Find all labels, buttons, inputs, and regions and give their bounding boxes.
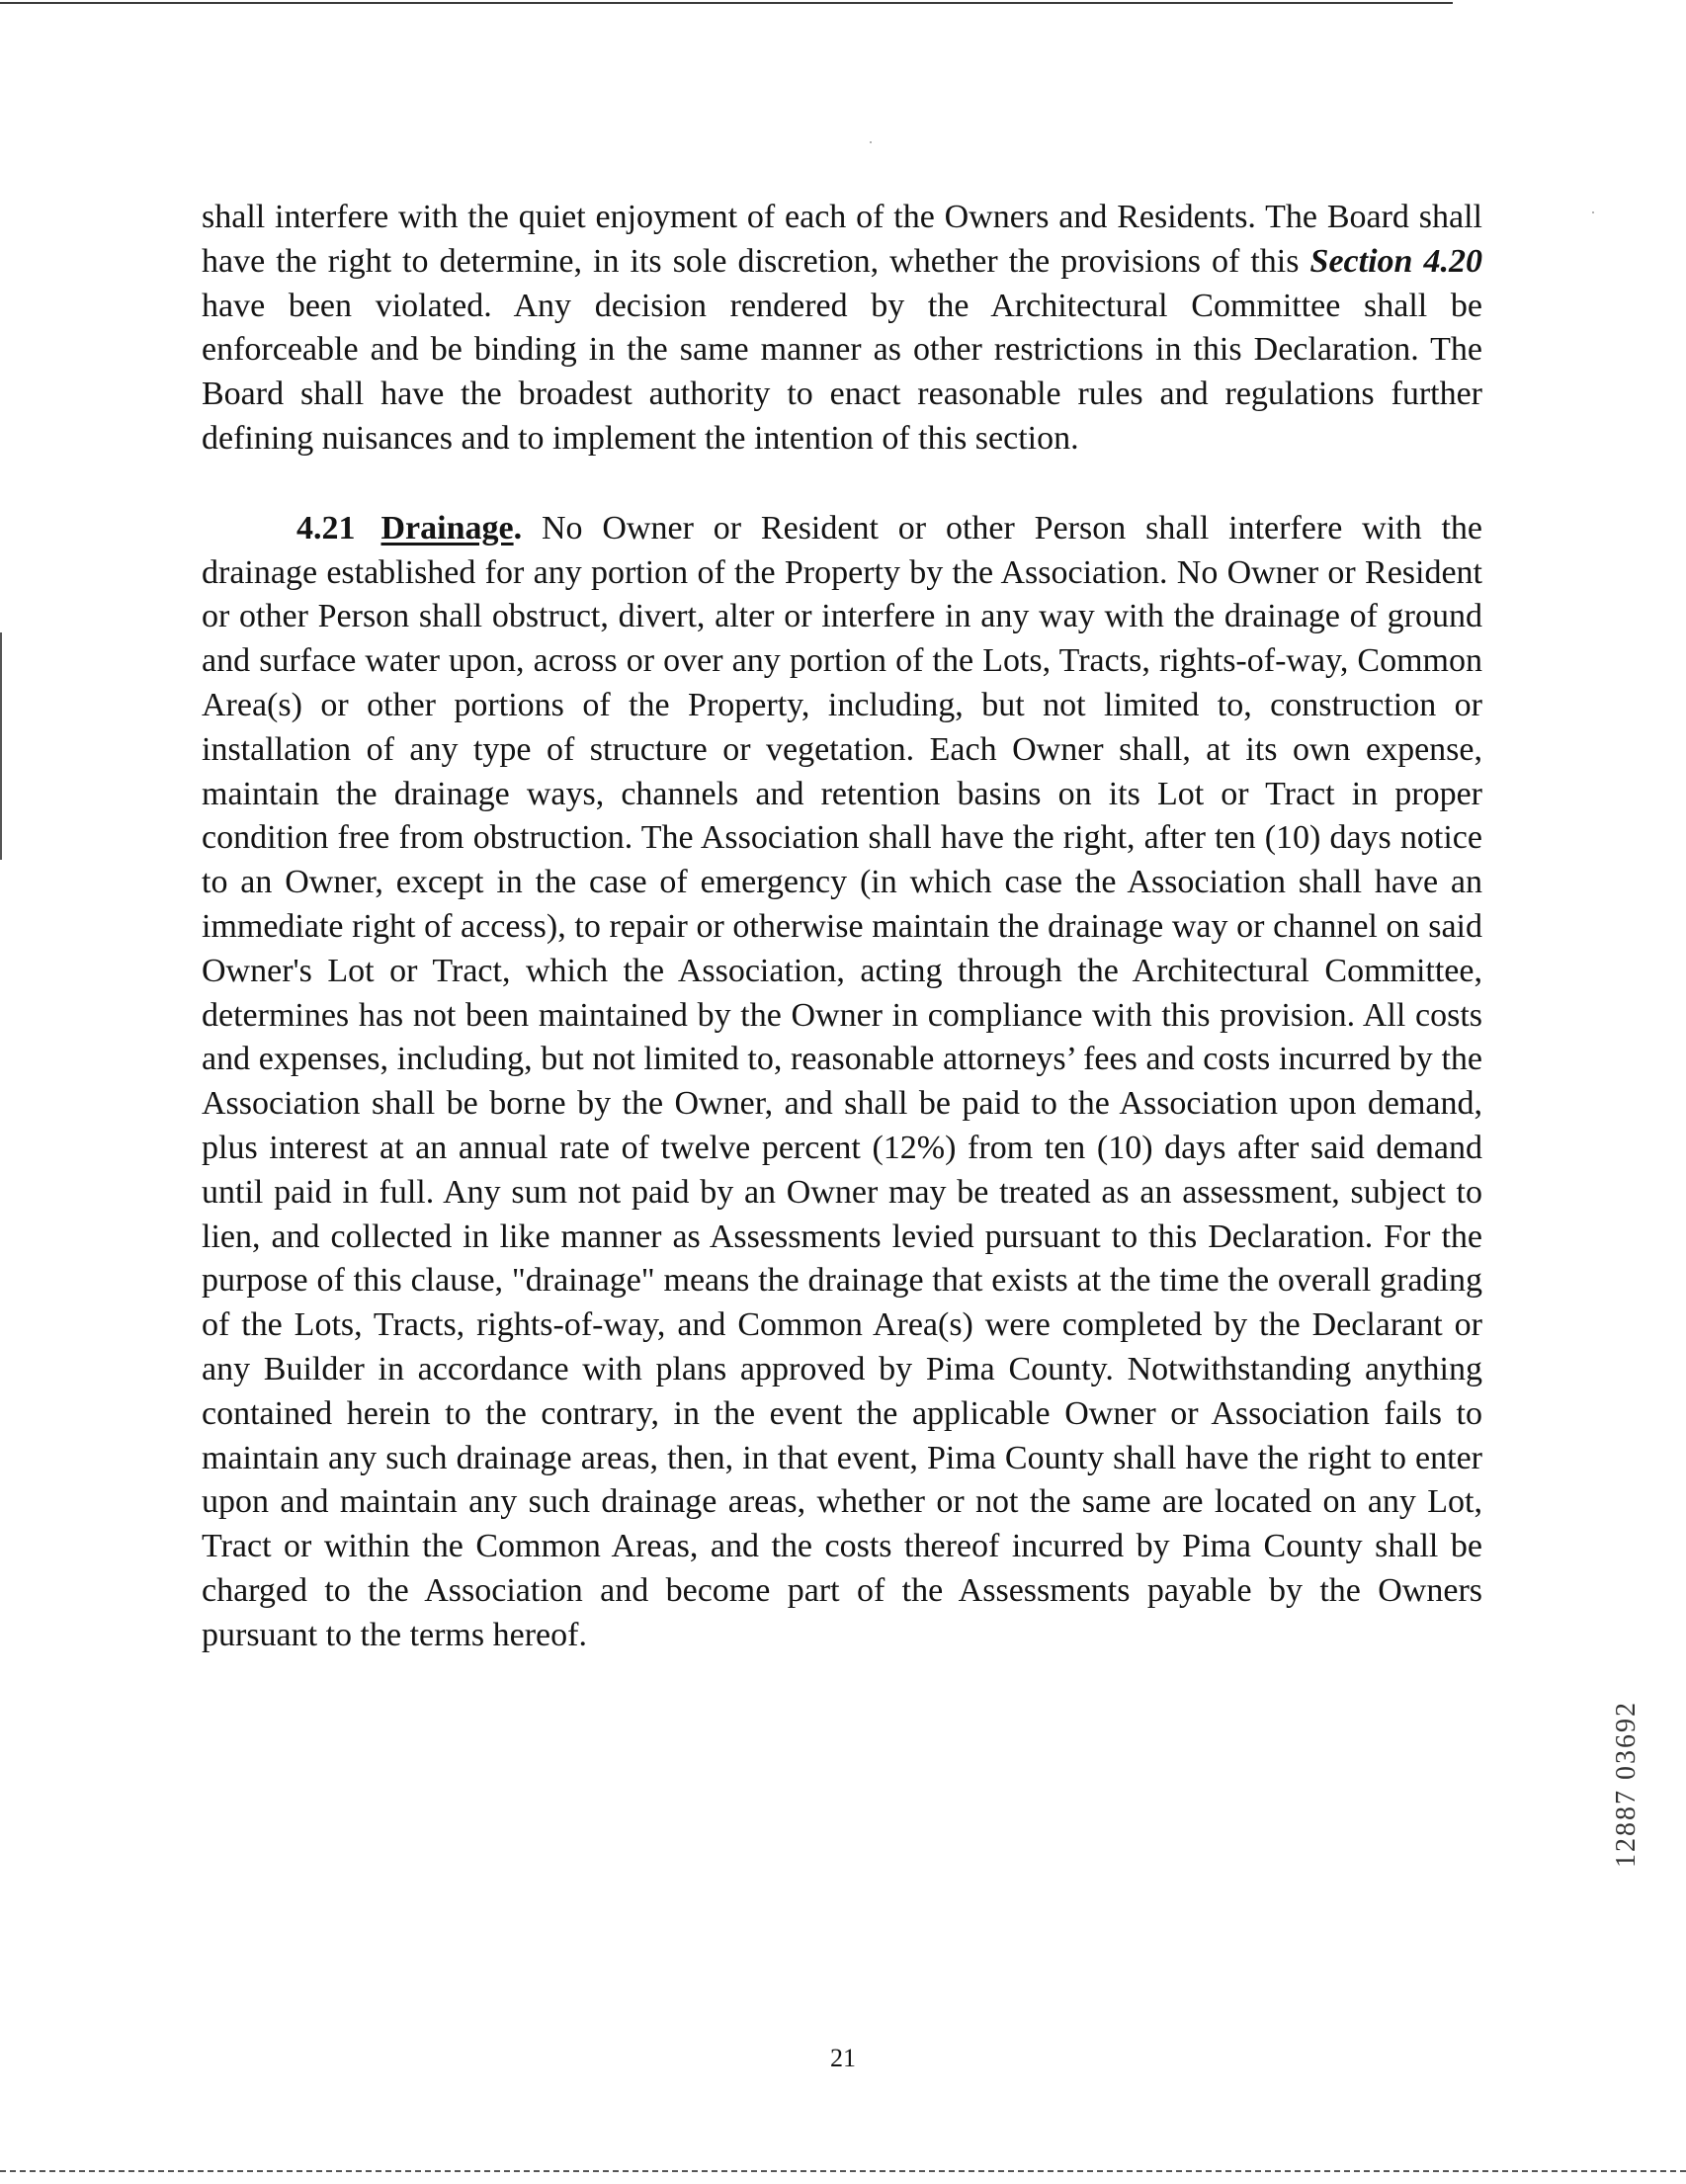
paragraph-text-after-ref: have been violated. Any decision rendered by the Architectural Committee shall be enforceable and be binding in the same manner as other restrictions in this Declaration. The Board shall have the broadest authority to enact reasonable rules and regulations further defining nuisances and to implement the intention of this section.: [202, 287, 1482, 457]
section-body-text: No Owner or Resident or other Person shall interfere with the drainage established for any portion of the Property by the Association. No Owner or Resident or other Person shall obstruct, divert, alter or interfere in any way with the drainage of ground and surface water upon, across or over any portion of the Lots, Tracts, rights-of-way, Common Area(s) or other portions of the Property, including, but not limited to, construction or installation of any type of structure or vegetation. Each Owner shall, at its own expense, maintain the drainage ways, channels and retention basins on its Lot or Tract in proper condition free from obstruction. The Association shall have the right, after ten (10) days notice to an Owner, except in the case of emergency (in which case the Association shall have an immediate right of access), to repair or otherwise maintain the drainage way or channel on said Owner's Lot or Tract, which the Association, acting through the Architectural Committee, determines has not been maintained by the Owner in compliance with this provision. All costs and expenses, including, but not limited to, reasonable attorneys’ fees and costs incurred by the Association shall be borne by the Owner, and shall be paid to the Association upon demand, plus interest at an annual rate of twelve percent (12%) from ten (10) days after said demand until paid in full. Any sum not paid by an Owner may be treated as an assessment, subject to lien, and collected in like manner as Assessments levied pursuant to this Declaration. For the purpose of this clause, "drainage" means the drainage that exists at the time the overall grading of the Lots, Tracts, rights-of-way, and Common Area(s) were completed by the Declarant or any Builder in accordance with plans approved by Pima County. Notwithstanding anything contained herein to the contrary, in the event the applicable Owner or Association fails to maintain any such drainage areas, then, in that event, Pima County shall have the right to enter upon and maintain any such drainage areas, whether or not the same are located on any Lot, Tract or within the Common Areas, and the costs thereof incurred by Pima County shall be charged to the Association and become part of the Assessments payable by the Owners pursuant to the terms hereof.: [202, 509, 1482, 1653]
section-heading: Drainage: [380, 509, 514, 546]
page-number: 21: [830, 2044, 856, 2072]
recording-stamp-number: 12887 03692: [1611, 1701, 1642, 1868]
paragraph-text-before-ref: shall interfere with the quiet enjoyment of each of the Owners and Residents. The Board shall have the right to determine, in its sole discretion, whether the provisions of this: [202, 199, 1482, 280]
scan-bottom-edge-line: [0, 2170, 1686, 2172]
section-4-21-paragraph: [202, 507, 1482, 1658]
scan-speck: [870, 141, 872, 143]
scan-speck: [1592, 211, 1594, 213]
continuation-paragraph: [202, 196, 1482, 462]
document-body: [202, 196, 1482, 1658]
section-heading-period: .: [513, 509, 523, 546]
section-number: 4.21: [296, 509, 356, 546]
section-reference: Section 4.20: [1309, 242, 1482, 280]
scan-top-edge-line: [0, 2, 1453, 4]
scan-left-edge-mark: [0, 632, 2, 860]
